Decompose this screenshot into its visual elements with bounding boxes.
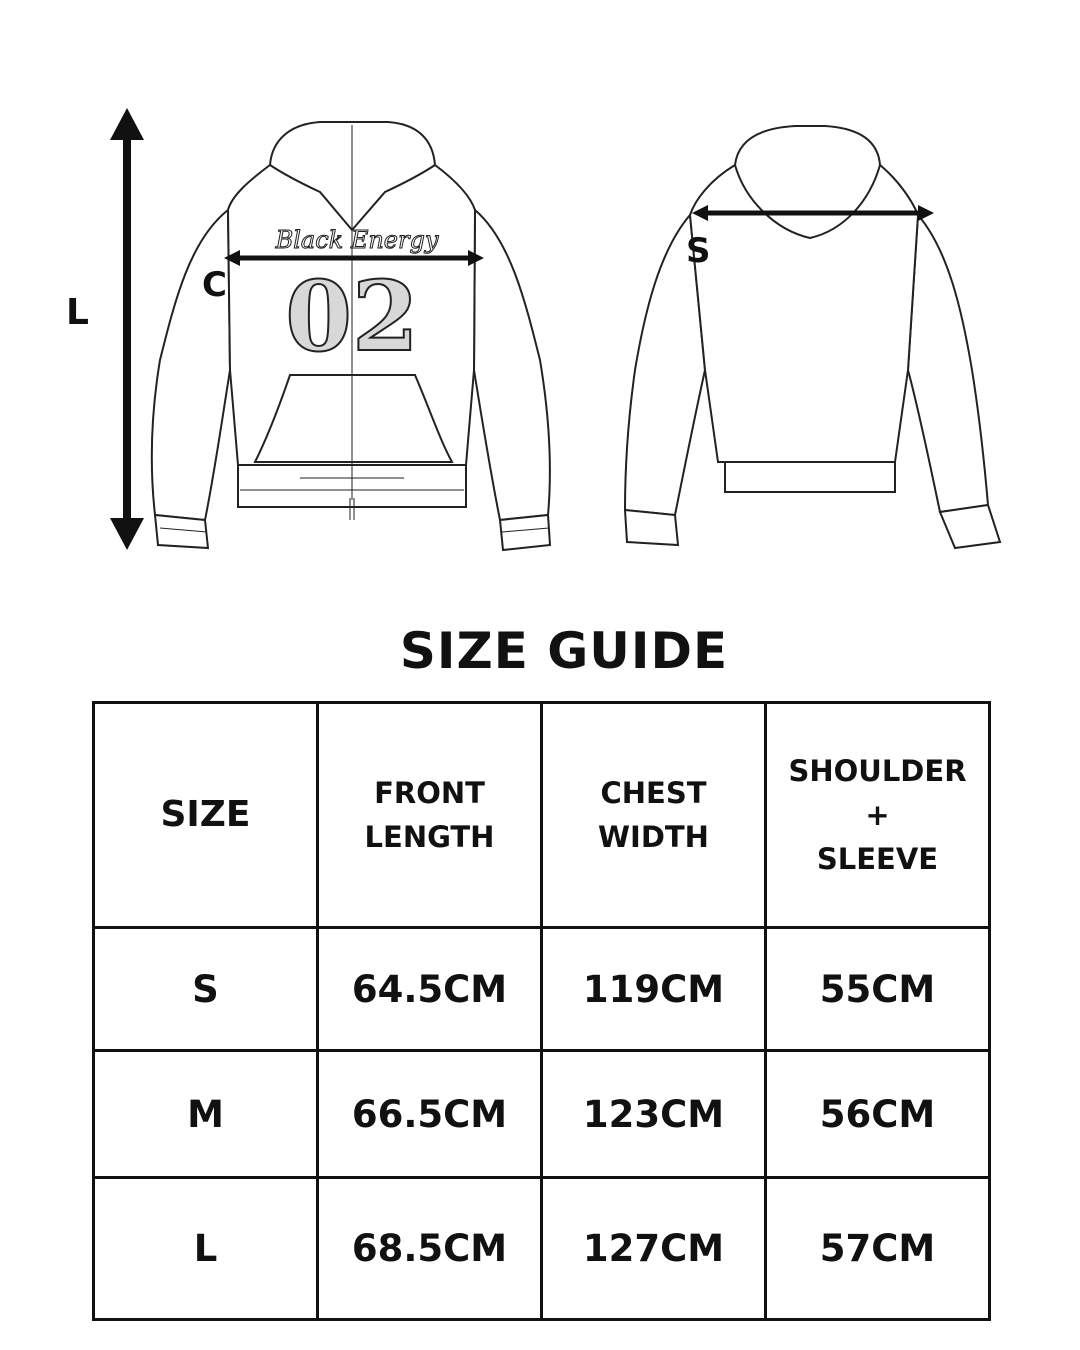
table-row — [94, 1051, 990, 1178]
chest-width-cell: 127CM — [542, 1178, 766, 1320]
chest-label: C — [202, 265, 227, 305]
front-length-cell: 64.5CM — [318, 928, 542, 1051]
size-cell: M — [94, 1051, 318, 1178]
page-title: SIZE GUIDE — [399, 622, 729, 680]
hoodie-back — [625, 126, 1000, 548]
front-length-cell: 66.5CM — [318, 1051, 542, 1178]
chest-width-cell: 119CM — [542, 928, 766, 1051]
size-cell: S — [94, 928, 318, 1051]
length-arrow — [110, 108, 144, 550]
size-table — [92, 701, 991, 1321]
front-length-cell: 68.5CM — [318, 1178, 542, 1320]
table-row — [94, 1178, 990, 1320]
table-row — [94, 928, 990, 1051]
shoulder-sleeve-cell: 56CM — [766, 1051, 990, 1178]
shoulder-label: S — [686, 231, 711, 271]
shoulder-sleeve-cell: 57CM — [766, 1178, 990, 1320]
header-front-length: FRONT LENGTH — [318, 703, 542, 928]
table-header-row — [94, 703, 990, 928]
length-label: L — [66, 292, 89, 333]
header-chest-width: CHEST WIDTH — [542, 703, 766, 928]
hoodie-number-text: 02 — [285, 260, 419, 373]
shoulder-sleeve-cell: 55CM — [766, 928, 990, 1051]
header-size: SIZE — [94, 703, 318, 928]
hoodie-diagram — [0, 0, 1080, 600]
chest-width-cell: 123CM — [542, 1051, 766, 1178]
size-cell: L — [94, 1178, 318, 1320]
hoodie-illustration — [0, 0, 1080, 600]
hoodie-brand-text: Black Energy — [275, 226, 439, 254]
header-shoulder-sleeve: SHOULDER + SLEEVE — [766, 703, 990, 928]
